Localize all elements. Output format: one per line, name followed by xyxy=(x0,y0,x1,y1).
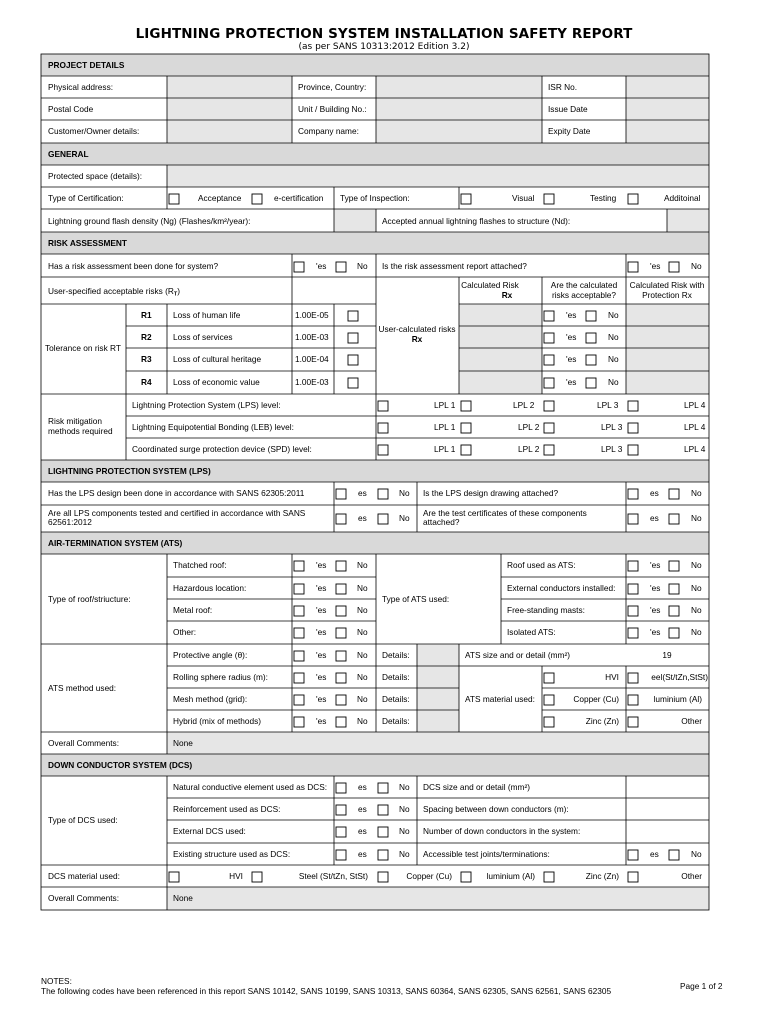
yes-label: 'es xyxy=(316,605,327,615)
calc-risk-header: Calculated Risk xyxy=(461,280,519,290)
no-label: No xyxy=(399,782,410,792)
ats-item-label: External conductors installed: xyxy=(507,583,616,593)
ats-item-label: Isolated ATS: xyxy=(507,627,556,637)
no-label: No xyxy=(357,560,368,570)
material-checkbox[interactable] xyxy=(628,717,638,727)
roof-no-checkbox[interactable] xyxy=(336,628,346,638)
no-label: No xyxy=(357,716,368,726)
ats-item-label: Free-standing masts: xyxy=(507,605,585,615)
material-checkbox[interactable] xyxy=(628,673,638,683)
risk-code: R4 xyxy=(141,377,152,387)
method-yes-checkbox[interactable] xyxy=(294,673,304,683)
ats-size-value: 19 xyxy=(662,650,672,660)
lpl-label: LPL 1 xyxy=(434,400,456,410)
dcs-material-option: luminium (Al) xyxy=(486,871,535,881)
material-label: Zinc (Zn) xyxy=(585,716,619,726)
yes-label: es xyxy=(358,849,367,859)
no-label: No xyxy=(357,261,368,271)
acceptable-header-1: Are the calculated xyxy=(550,280,618,290)
ats-no-checkbox[interactable] xyxy=(669,561,679,571)
yes-label: 'es xyxy=(650,605,661,615)
lps-drawing-question: Is the LPS design drawing attached? xyxy=(423,488,559,498)
dcs-right-label: Accessible test joints/terminations: xyxy=(423,849,550,859)
test-joints-yes-checkbox[interactable] xyxy=(628,850,638,860)
dcs-item-label: External DCS used: xyxy=(173,826,246,836)
yes-label: es xyxy=(650,849,659,859)
no-label: No xyxy=(357,650,368,660)
dcs-yes-checkbox[interactable] xyxy=(336,827,346,837)
ats-overall-value: None xyxy=(173,738,193,748)
ats-yes-checkbox[interactable] xyxy=(628,628,638,638)
report-title: LIGHTNING PROTECTION SYSTEM INSTALLATION SAFETY REPORT xyxy=(135,26,633,42)
testing-checkbox[interactable] xyxy=(544,194,554,204)
notes-text: The following codes have been referenced in this report SANS 10142, SANS 10199, SANS 10313, SANS 60364, SANS 62305, SANS 62561, SANS 62305 xyxy=(41,985,612,996)
flash-density-label: Lightning ground flash density (Ng) (Flashes/km²/year): xyxy=(48,216,251,226)
dcs-type-label: Type of DCS used: xyxy=(48,815,118,825)
user-calc-label-2: Rx xyxy=(411,334,423,344)
method-item-label: Hybrid (mix of methods) xyxy=(173,716,262,726)
dcs-right-label: Number of down conductors in the system: xyxy=(423,826,581,836)
yes-label: 'es xyxy=(650,627,661,637)
lps-drawing-no-checkbox[interactable] xyxy=(669,489,679,499)
risk-rows xyxy=(141,310,619,388)
roof-no-checkbox[interactable] xyxy=(336,606,346,616)
details-label: Details: xyxy=(382,672,410,682)
testing-label: Testing xyxy=(590,193,617,203)
method-yes-checkbox[interactable] xyxy=(294,651,304,661)
ats-method-rows xyxy=(173,650,410,727)
acceptable-header-2: risks acceptable? xyxy=(551,290,617,300)
no-label: No xyxy=(399,826,410,836)
no-label: No xyxy=(608,377,619,387)
recertification-checkbox[interactable] xyxy=(252,194,262,204)
ats-method-label: ATS method used: xyxy=(48,683,117,693)
yes-label: 'es xyxy=(566,332,577,342)
no-label: No xyxy=(691,583,702,593)
lpl-checkbox[interactable] xyxy=(461,423,471,433)
lpl-label: LPL 2 xyxy=(513,400,535,410)
unit-label: Unit / Building No.: xyxy=(298,104,367,114)
dcs-no-checkbox[interactable] xyxy=(378,850,388,860)
material-label: luminium (Al) xyxy=(653,694,702,704)
dcs-header: DOWN CONDUCTOR SYSTEM (DCS) xyxy=(48,760,193,770)
lpl-checkbox[interactable] xyxy=(378,423,388,433)
yes-label: 'es xyxy=(316,672,327,682)
no-label: No xyxy=(357,583,368,593)
recertification-label: e-certification xyxy=(274,193,324,203)
lps-tested-yes-checkbox[interactable] xyxy=(336,514,346,524)
material-checkbox[interactable] xyxy=(544,717,554,727)
dcs-material-checkbox[interactable] xyxy=(169,872,179,882)
lps-tested-question-1: Are all LPS components tested and certified in accordance with SANS xyxy=(48,508,306,518)
no-label: No xyxy=(608,332,619,342)
no-label: No xyxy=(691,513,702,523)
no-label: No xyxy=(691,605,702,615)
material-label: Other xyxy=(681,716,702,726)
roof-item-label: Metal roof: xyxy=(173,605,213,615)
ats-no-checkbox[interactable] xyxy=(669,584,679,594)
lpl-checkbox[interactable] xyxy=(544,401,554,411)
user-calc-label-1: User-calculated risks xyxy=(378,324,456,334)
material-label: eel(St/tZn,StSt) xyxy=(651,672,708,682)
method-item-label: Protective angle (θ): xyxy=(173,650,248,660)
acceptance-checkbox[interactable] xyxy=(169,194,179,204)
dcs-yes-checkbox[interactable] xyxy=(336,850,346,860)
dcs-no-checkbox[interactable] xyxy=(378,783,388,793)
ats-no-checkbox[interactable] xyxy=(669,606,679,616)
yes-label: 'es xyxy=(650,560,661,570)
lpl-label: LPL 4 xyxy=(684,400,706,410)
dcs-no-checkbox[interactable] xyxy=(378,827,388,837)
inspection-type-label: Type of Inspection: xyxy=(340,193,410,203)
risk-row-checkbox[interactable] xyxy=(348,378,358,388)
risk-row-checkbox[interactable] xyxy=(348,333,358,343)
yes-label: es xyxy=(358,513,367,523)
acceptance-label: Acceptance xyxy=(198,193,242,203)
dcs-material-option: HVI xyxy=(229,871,243,881)
general-header: GENERAL xyxy=(48,149,89,159)
additional-checkbox[interactable] xyxy=(628,194,638,204)
risk-value: 1.00E-05 xyxy=(295,310,329,320)
lpl-label: LPL 4 xyxy=(684,444,706,454)
tolerance-label: Tolerance on risk RT xyxy=(45,343,121,353)
acceptable-yes-checkbox[interactable] xyxy=(544,333,554,343)
leb-level-label: Lightning Equipotential Bonding (LEB) level: xyxy=(132,422,294,432)
no-label: No xyxy=(691,488,702,498)
method-no-checkbox[interactable] xyxy=(336,695,346,705)
risk-code: R3 xyxy=(141,354,152,364)
risk-value: 1.00E-03 xyxy=(295,332,329,342)
method-yes-checkbox[interactable] xyxy=(294,695,304,705)
cert-type-label: Type of Certification: xyxy=(48,193,124,203)
risk-attached-no-checkbox[interactable] xyxy=(669,262,679,272)
risk-row-checkbox[interactable] xyxy=(348,355,358,365)
risk-value: 1.00E-04 xyxy=(295,354,329,364)
calc-risk-symbol: Rx xyxy=(501,290,513,300)
lpl-label: LPL 3 xyxy=(601,444,623,454)
risk-done-question: Has a risk assessment been done for system? xyxy=(48,261,219,271)
yes-label: 'es xyxy=(316,694,327,704)
yes-label: 'es xyxy=(316,583,327,593)
method-no-checkbox[interactable] xyxy=(336,651,346,661)
method-no-checkbox[interactable] xyxy=(336,673,346,683)
no-label: No xyxy=(399,513,410,523)
risk-attached-yes-checkbox[interactable] xyxy=(628,262,638,272)
material-checkbox[interactable] xyxy=(628,695,638,705)
dcs-overall-label: Overall Comments: xyxy=(48,893,120,903)
no-label: No xyxy=(691,627,702,637)
ats-item-label: Roof used as ATS: xyxy=(507,560,576,570)
dcs-material-checkbox[interactable] xyxy=(252,872,262,882)
lpl-checkbox[interactable] xyxy=(628,445,638,455)
lps-header: LIGHTNING PROTECTION SYSTEM (LPS) xyxy=(48,466,211,476)
lps-design-no-checkbox[interactable] xyxy=(378,489,388,499)
postal-label: Postal Code xyxy=(48,104,94,114)
ats-yes-checkbox[interactable] xyxy=(628,606,638,616)
dcs-right-label: DCS size and or detail (mm²) xyxy=(423,782,530,792)
lps-certs-no-checkbox[interactable] xyxy=(669,514,679,524)
lps-design-yes-checkbox[interactable] xyxy=(336,489,346,499)
mitigation-label-1: Risk mitigation xyxy=(48,416,102,426)
visual-label: Visual xyxy=(512,193,535,203)
lpl-checkbox[interactable] xyxy=(461,401,471,411)
expiry-label: Expity Date xyxy=(548,126,591,136)
dcs-item-label: Reinforcement used as DCS: xyxy=(173,804,281,814)
visual-checkbox[interactable] xyxy=(461,194,471,204)
risk-label: Loss of economic value xyxy=(173,377,260,387)
acceptable-no-checkbox[interactable] xyxy=(586,355,596,365)
yes-label: es xyxy=(358,826,367,836)
lps-certs-yes-checkbox[interactable] xyxy=(628,514,638,524)
lps-tested-no-checkbox[interactable] xyxy=(378,514,388,524)
roof-item-label: Thatched roof: xyxy=(173,560,227,570)
roof-no-checkbox[interactable] xyxy=(336,561,346,571)
details-label: Details: xyxy=(382,716,410,726)
spd-level-label: Coordinated surge protection device (SPD) level: xyxy=(132,444,312,454)
ats-type-label: Type of ATS used: xyxy=(382,594,450,604)
no-label: No xyxy=(357,672,368,682)
risk-attached-question: Is the risk assessment report attached? xyxy=(382,261,527,271)
yes-label: 'es xyxy=(316,560,327,570)
yes-label: 'es xyxy=(650,261,661,271)
lpl-label: LPL 1 xyxy=(434,444,456,454)
dcs-item-label: Existing structure used as DCS: xyxy=(173,849,291,859)
details-label: Details: xyxy=(382,650,410,660)
details-label: Details: xyxy=(382,694,410,704)
risk-done-no-checkbox[interactable] xyxy=(336,262,346,272)
lpl-grid xyxy=(378,400,706,455)
dcs-material-checkbox[interactable] xyxy=(378,872,388,882)
yes-label: es xyxy=(358,488,367,498)
dcs-yes-checkbox[interactable] xyxy=(336,783,346,793)
lps-level-label: Lightning Protection System (LPS) level: xyxy=(132,400,281,410)
method-no-checkbox[interactable] xyxy=(336,717,346,727)
customer-label: Customer/Owner details: xyxy=(48,126,140,136)
dcs-material-option: Copper (Cu) xyxy=(406,871,452,881)
report-subtitle: (as per SANS 10313:2012 Edition 3.2) xyxy=(298,42,470,52)
material-label: HVI xyxy=(605,672,619,682)
method-item-label: Mesh method (grid): xyxy=(173,694,248,704)
ats-overall-label: Overall Comments: xyxy=(48,738,120,748)
no-label: No xyxy=(357,627,368,637)
physical-address-label: Physical address: xyxy=(48,82,114,92)
dcs-material-checkbox[interactable] xyxy=(628,872,638,882)
issue-date-label: Issue Date xyxy=(548,104,588,114)
lpl-label: LPL 2 xyxy=(518,422,540,432)
notes xyxy=(41,977,611,996)
material-checkbox[interactable] xyxy=(544,673,554,683)
yes-label: 'es xyxy=(566,354,577,364)
ats-no-checkbox[interactable] xyxy=(669,628,679,638)
risk-label: Loss of human life xyxy=(173,310,241,320)
no-label: No xyxy=(399,849,410,859)
risk-label: Loss of cultural heritage xyxy=(173,354,262,364)
lps-tested-question-2: 62561:2012 xyxy=(48,517,92,527)
lpl-checkbox[interactable] xyxy=(378,445,388,455)
acceptable-yes-checkbox[interactable] xyxy=(544,355,554,365)
acceptable-yes-checkbox[interactable] xyxy=(544,378,554,388)
lpl-label: LPL 4 xyxy=(684,422,706,432)
no-label: No xyxy=(691,849,702,859)
ats-header: AIR-TERMINATION SYSTEM (ATS) xyxy=(48,538,183,548)
lpl-checkbox[interactable] xyxy=(378,401,388,411)
lps-drawing-yes-checkbox[interactable] xyxy=(628,489,638,499)
section-band-project xyxy=(41,54,709,76)
material-checkbox[interactable] xyxy=(544,695,554,705)
no-label: No xyxy=(608,354,619,364)
notes-label: NOTES: xyxy=(41,976,72,986)
roof-item-label: Hazardous location: xyxy=(173,583,247,593)
no-label: No xyxy=(399,488,410,498)
dcs-yes-checkbox[interactable] xyxy=(336,805,346,815)
ats-size-label: ATS size and or detail (mm²) xyxy=(465,650,570,660)
material-label: Copper (Cu) xyxy=(573,694,619,704)
section-band-general xyxy=(41,143,709,165)
roof-yes-checkbox[interactable] xyxy=(294,628,304,638)
dcs-material-checkbox[interactable] xyxy=(544,872,554,882)
dcs-material-label: DCS material used: xyxy=(48,871,120,881)
yes-label: 'es xyxy=(566,377,577,387)
yes-label: es xyxy=(358,804,367,814)
yes-label: 'es xyxy=(316,627,327,637)
no-label: No xyxy=(608,310,619,320)
risk-value: 1.00E-03 xyxy=(295,377,329,387)
no-label: No xyxy=(357,694,368,704)
test-joints-no-checkbox[interactable] xyxy=(669,850,679,860)
yes-label: es xyxy=(358,782,367,792)
risk-header: RISK ASSESSMENT xyxy=(48,238,127,248)
acceptable-no-checkbox[interactable] xyxy=(586,311,596,321)
yes-label: 'es xyxy=(316,716,327,726)
annual-flashes-label: Accepted annual lightning flashes to structure (Nd): xyxy=(382,216,571,226)
dcs-item-label: Natural conductive element used as DCS: xyxy=(173,782,328,792)
no-label: No xyxy=(357,605,368,615)
lpl-label: LPL 1 xyxy=(434,422,456,432)
risk-row-checkbox[interactable] xyxy=(348,311,358,321)
yes-label: 'es xyxy=(316,650,327,660)
page-number: Page 1 of 2 xyxy=(680,981,723,991)
acceptable-no-checkbox[interactable] xyxy=(586,333,596,343)
dcs-overall-value: None xyxy=(173,893,193,903)
additional-label: Additoinal xyxy=(664,193,701,203)
section-band-risk xyxy=(41,232,709,254)
dcs-rows xyxy=(173,782,702,860)
isr-label: ISR No. xyxy=(548,82,578,92)
lpl-checkbox[interactable] xyxy=(628,423,638,433)
lpl-checkbox[interactable] xyxy=(544,423,554,433)
company-label: Company name: xyxy=(298,126,359,136)
roof-yes-checkbox[interactable] xyxy=(294,561,304,571)
ats-material-label: ATS material used: xyxy=(465,694,535,704)
yes-label: 'es xyxy=(650,583,661,593)
ats-yes-checkbox[interactable] xyxy=(628,584,638,594)
lpl-label: LPL 2 xyxy=(518,444,540,454)
acceptable-yes-checkbox[interactable] xyxy=(544,311,554,321)
with-protection-header-2: Protection Rx xyxy=(642,290,692,300)
method-item-label: Rolling sphere radius (m): xyxy=(173,672,268,682)
no-label: No xyxy=(691,560,702,570)
roof-type-label: Type of roof/striucture: xyxy=(48,594,131,604)
risk-code: R1 xyxy=(141,310,152,320)
roof-item-label: Other: xyxy=(173,627,197,637)
dcs-no-checkbox[interactable] xyxy=(378,805,388,815)
dcs-material-option: Other xyxy=(681,871,702,881)
dcs-material-checkbox[interactable] xyxy=(461,872,471,882)
dcs-material-option: Steel (St/tZn, StSt) xyxy=(298,871,368,881)
with-protection-header-1: Calculated Risk with xyxy=(629,280,705,290)
ats-yes-checkbox[interactable] xyxy=(628,561,638,571)
lps-certs-question-2: attached? xyxy=(423,517,460,527)
roof-no-checkbox[interactable] xyxy=(336,584,346,594)
lpl-label: LPL 3 xyxy=(601,422,623,432)
dcs-material-option: Zinc (Zn) xyxy=(585,871,619,881)
roof-yes-checkbox[interactable] xyxy=(294,584,304,594)
yes-label: 'es xyxy=(566,310,577,320)
risk-label: Loss of services xyxy=(173,332,233,342)
province-label: Province, Country: xyxy=(298,82,367,92)
lps-certs-question-1: Are the test certificates of these components xyxy=(423,508,587,518)
acceptable-no-checkbox[interactable] xyxy=(586,378,596,388)
yes-label: es xyxy=(650,488,659,498)
no-label: No xyxy=(399,804,410,814)
user-risk-label: User-specified acceptable risks (RT) xyxy=(48,286,181,298)
dcs-material-row xyxy=(169,871,702,882)
lpl-checkbox[interactable] xyxy=(628,401,638,411)
mitigation-label-2: methods required xyxy=(48,426,113,436)
lpl-label: LPL 3 xyxy=(597,400,619,410)
risk-done-yes-checkbox[interactable] xyxy=(294,262,304,272)
lpl-checkbox[interactable] xyxy=(544,445,554,455)
project-header: PROJECT DETAILS xyxy=(48,60,125,70)
roof-yes-checkbox[interactable] xyxy=(294,606,304,616)
lpl-checkbox[interactable] xyxy=(461,445,471,455)
yes-label: es xyxy=(650,513,659,523)
method-yes-checkbox[interactable] xyxy=(294,717,304,727)
lps-design-question: Has the LPS design been done in accordance with SANS 62305:2011 xyxy=(48,488,305,498)
risk-code: R2 xyxy=(141,332,152,342)
dcs-right-label: Spacing between down conductors (m): xyxy=(423,804,569,814)
yes-label: 'es xyxy=(316,261,327,271)
no-label: No xyxy=(691,261,702,271)
protected-space-label: Protected space (details): xyxy=(48,171,143,181)
